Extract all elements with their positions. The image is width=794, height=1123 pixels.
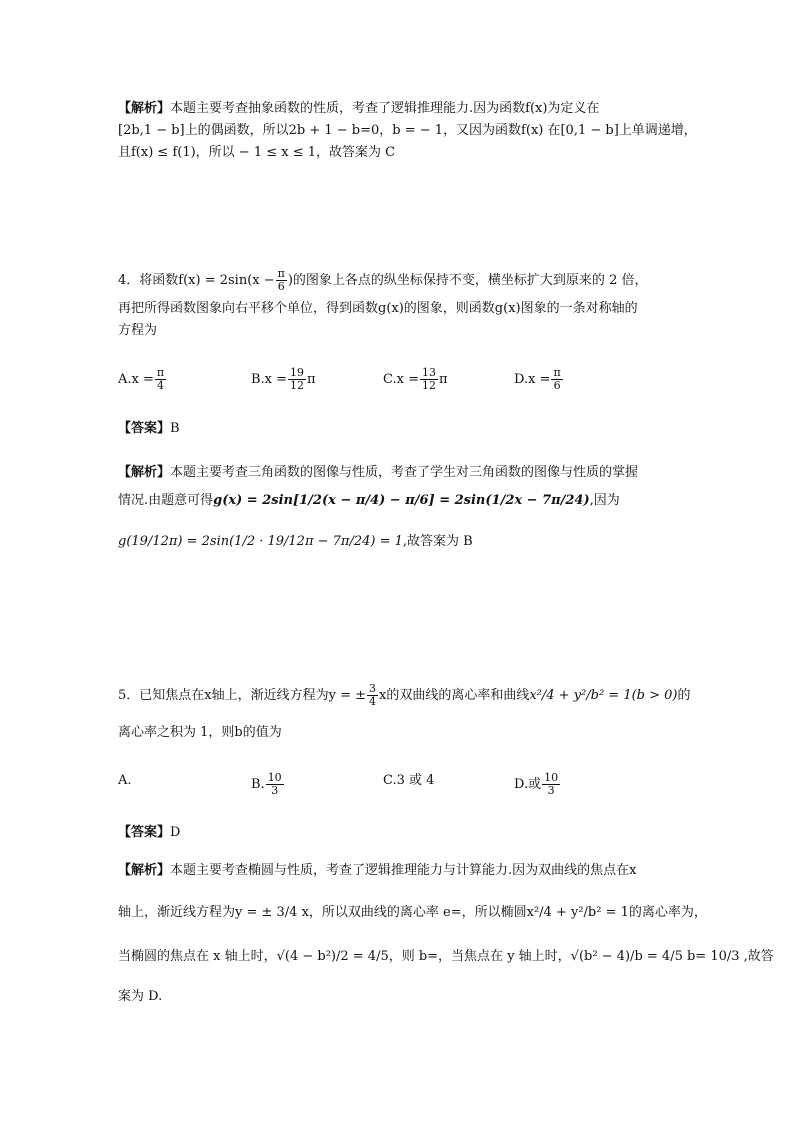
q5-option-b-frac bbox=[266, 772, 284, 797]
q4-option-a-num: π bbox=[156, 366, 165, 379]
q5-option-d-label: D.或 bbox=[514, 777, 542, 792]
q5-stem-1b: x的双曲线的离心率和曲线 bbox=[379, 688, 530, 703]
q5-option-b-den: 3 bbox=[271, 784, 279, 797]
q3-explain-text-1: 本题主要考查抽象函数的性质，考查了逻辑推理能力.因为函数f(x)为定义在 bbox=[170, 101, 600, 116]
q4-explain-2a: 情况.由题意可得 bbox=[118, 493, 214, 508]
q4-stem-fraction bbox=[276, 268, 287, 293]
q5-stem-line-1 bbox=[118, 683, 691, 708]
q4-option-c bbox=[383, 367, 448, 392]
q4-explain-3-formula: g(19/12π) = 2sin(1/2 · 19/12π − 7π/24) = 1 bbox=[118, 534, 403, 549]
q3-explain-line-1 bbox=[118, 100, 599, 118]
q5-stem-1d: 的 bbox=[677, 688, 691, 703]
q4-option-c-label: C.x = bbox=[383, 372, 419, 387]
q5-option-d-den: 3 bbox=[547, 784, 555, 797]
q4-option-d-label: D.x = bbox=[514, 372, 551, 387]
q4-option-d-den: 6 bbox=[553, 379, 561, 392]
q4-option-c-num: 13 bbox=[421, 366, 436, 379]
q4-stem-line-1 bbox=[118, 268, 647, 293]
q4-answer-value: B bbox=[170, 421, 180, 436]
q4-stem-1a: 4．将函数f(x) = 2sin(x − bbox=[118, 273, 275, 288]
q4-stem-1b: )的图象上各点的纵坐标保持不变，横坐标扩大到原来的 2 倍， bbox=[287, 273, 648, 288]
q4-answer-tag: 【答案】 bbox=[118, 421, 171, 436]
q4-explain-line-2 bbox=[118, 492, 620, 510]
q4-option-a-den: 4 bbox=[157, 379, 164, 392]
q4-option-b-tail: π bbox=[307, 372, 316, 387]
q5-option-d bbox=[514, 772, 561, 797]
q5-stem-line-2: 离心率之积为 1，则b的值为 bbox=[118, 725, 282, 740]
q5-explain-tag: 【解析】 bbox=[118, 863, 171, 878]
q5-answer-line bbox=[118, 824, 180, 842]
q4-option-a-label: A.x = bbox=[118, 372, 154, 387]
q4-option-d-frac bbox=[551, 367, 562, 392]
q4-option-b-num: 19 bbox=[290, 366, 305, 379]
q4-stem-frac-den: 6 bbox=[277, 280, 285, 293]
q4-stem-frac-num: π bbox=[277, 267, 285, 280]
q5-option-a-label: A. bbox=[118, 773, 132, 788]
q4-stem-line-2: 再把所得函数图象向右平移个单位，得到函数g(x)的图象，则函数g(x)图象的一条对称轴的 bbox=[118, 301, 638, 316]
q5-explain-line-1 bbox=[118, 862, 636, 880]
q4-stem-line-3: 方程为 bbox=[118, 323, 158, 338]
q5-explain-text-1: 本题主要考查椭圆与性质，考查了逻辑推理能力与计算能力.因为双曲线的焦点在x bbox=[170, 863, 637, 878]
q5-answer-tag: 【答案】 bbox=[118, 825, 171, 840]
q5-stem-fraction bbox=[367, 683, 378, 708]
q4-explain-tag: 【解析】 bbox=[118, 465, 171, 480]
q3-explain-line-2: [2b,1 − b]上的偶函数，所以2b + 1 − b=0，b = − 1，又因为函数f(x) 在[0,1 − b]上单调递增， bbox=[118, 123, 697, 138]
q5-stem-1a: 5．已知焦点在x轴上，渐近线方程为y = ± bbox=[118, 688, 366, 703]
q5-option-b bbox=[251, 772, 285, 797]
q4-option-b-den: 12 bbox=[290, 379, 305, 392]
q4-explain-3b: ,故答案为 B bbox=[402, 534, 473, 549]
q5-option-c-label: C.3 或 4 bbox=[383, 773, 435, 788]
q4-answer-line bbox=[118, 420, 180, 438]
q4-explain-text-1: 本题主要考查三角函数的图像与性质，考查了学生对三角函数的图像与性质的掌握 bbox=[170, 465, 639, 480]
q5-explain-line-3: 当椭圆的焦点在 x 轴上时，√(4 − b²)/2 = 4/5，则 b=，当焦点在 y 轴上时，√(b² − 4)/b = 4/5 b= 10/3 ,故答 bbox=[118, 949, 774, 964]
q5-option-a bbox=[118, 772, 132, 790]
q4-explain-line-1 bbox=[118, 464, 638, 482]
q5-answer-value: D bbox=[170, 825, 181, 840]
q5-stem-1c: x²/4 + y²/b² = 1(b > 0) bbox=[529, 688, 678, 703]
q4-option-a-frac bbox=[155, 367, 166, 392]
q4-option-b bbox=[251, 367, 316, 392]
q4-explain-2-formula: g(x) = 2sin[1/2(x − π/4) − π/6] = 2sin(1/2x − 7π/24) bbox=[213, 493, 590, 508]
q5-explain-line-2: 轴上，渐近线方程为y = ± 3/4 x，所以双曲线的离心率 e=，所以椭圆x²/4 + y²/b² = 1的离心率为， bbox=[118, 905, 707, 920]
q4-explain-2b: ,因为 bbox=[589, 493, 620, 508]
q4-option-a bbox=[118, 367, 167, 392]
q5-option-c bbox=[383, 772, 434, 790]
q5-stem-frac-den: 4 bbox=[369, 695, 376, 708]
q4-option-c-den: 12 bbox=[421, 379, 436, 392]
q3-explain-line-3: 且f(x) ≤ f(1)，所以 − 1 ≤ x ≤ 1，故答案为 C bbox=[118, 145, 396, 160]
q4-option-d bbox=[514, 367, 564, 392]
q4-explain-line-3 bbox=[118, 533, 473, 551]
q4-option-b-frac bbox=[288, 367, 306, 392]
q5-explain-line-4: 案为 D. bbox=[118, 989, 163, 1004]
q5-option-b-num: 10 bbox=[267, 771, 282, 784]
q5-option-d-num: 10 bbox=[544, 771, 559, 784]
q5-option-b-label: B. bbox=[251, 777, 265, 792]
q4-option-c-frac bbox=[420, 367, 438, 392]
q4-option-c-tail: π bbox=[438, 372, 448, 387]
q5-option-d-frac bbox=[542, 772, 560, 797]
q4-option-d-num: π bbox=[553, 366, 561, 379]
q3-explain-tag: 【解析】 bbox=[118, 101, 171, 116]
q4-option-b-label: B.x = bbox=[251, 372, 288, 387]
q5-stem-frac-num: 3 bbox=[369, 682, 376, 695]
